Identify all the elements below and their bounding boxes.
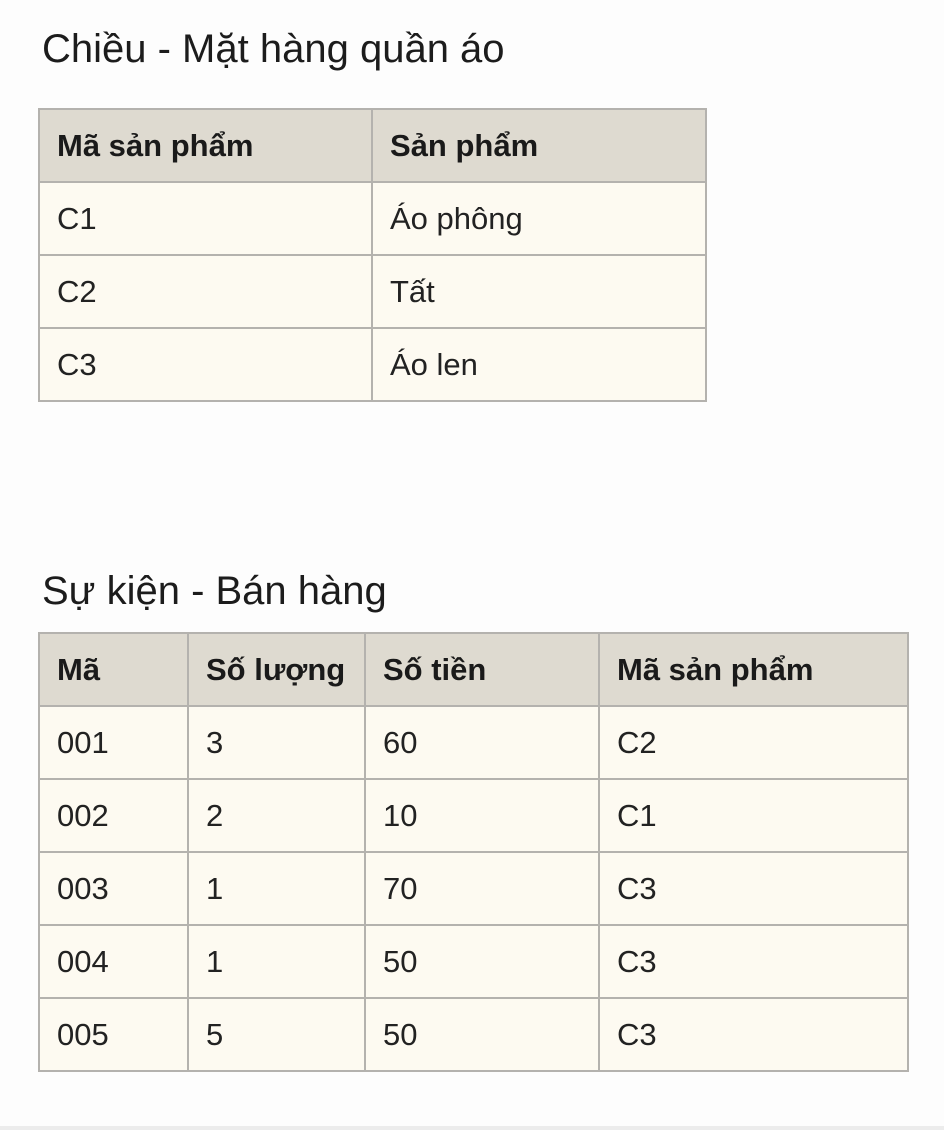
table-cell: 1 [188,925,365,998]
table-cell: Áo len [372,328,706,401]
table-cell: 50 [365,925,599,998]
table-row [39,852,908,925]
table-cell: 2 [188,779,365,852]
header-cell-code: Mã [39,633,188,706]
table-cell: C3 [599,852,908,925]
fact-table-title: Sự kiện - Bán hàng [42,569,387,613]
table-cell: C2 [599,706,908,779]
table-cell: C1 [599,779,908,852]
header-cell-quantity: Số lượng [188,633,365,706]
table-cell: C2 [39,255,372,328]
table-cell: Tất [372,255,706,328]
header-cell-amount: Số tiền [365,633,599,706]
table-cell: C1 [39,182,372,255]
table-cell: 70 [365,852,599,925]
table-cell: 10 [365,779,599,852]
fact-table [38,632,909,1072]
table-header-row [39,633,908,706]
table-cell: 50 [365,998,599,1071]
table-cell: 002 [39,779,188,852]
table-row [39,328,706,401]
table-row [39,182,706,255]
table-cell: C3 [599,925,908,998]
dimension-table [38,108,707,402]
table-cell: C3 [599,998,908,1071]
bottom-divider [0,1126,944,1130]
table-cell: 60 [365,706,599,779]
table-cell: 1 [188,852,365,925]
table-row [39,779,908,852]
table-cell: Áo phông [372,182,706,255]
table-cell: 001 [39,706,188,779]
table-cell: 004 [39,925,188,998]
table-cell: 3 [188,706,365,779]
header-cell-product: Sản phẩm [372,109,706,182]
table-cell: 5 [188,998,365,1071]
table-row [39,998,908,1071]
table-header-row [39,109,706,182]
table-row [39,706,908,779]
table-cell: 003 [39,852,188,925]
dimension-table-title: Chiều - Mặt hàng quần áo [42,27,505,71]
table-cell: 005 [39,998,188,1071]
header-cell-product-code: Mã sản phẩm [599,633,908,706]
table-row [39,255,706,328]
table-row [39,925,908,998]
table-cell: C3 [39,328,372,401]
header-cell-product-code: Mã sản phẩm [39,109,372,182]
